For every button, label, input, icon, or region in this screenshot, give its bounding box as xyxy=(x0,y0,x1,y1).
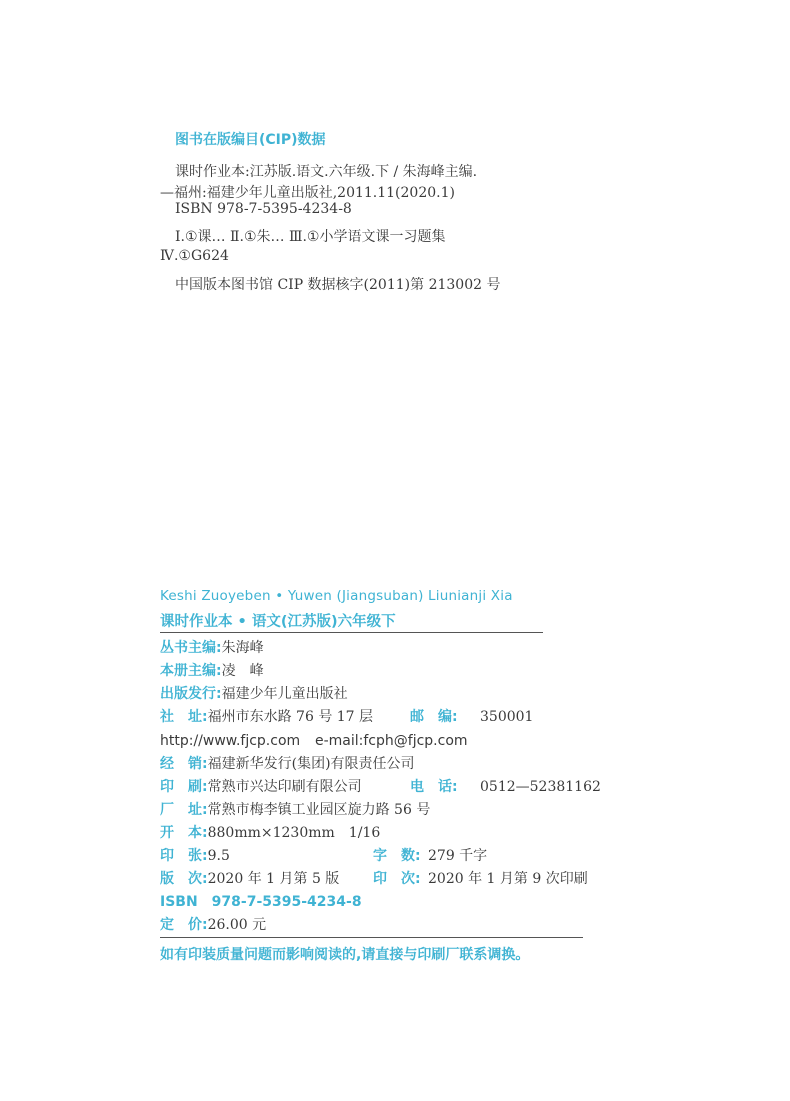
rule-top xyxy=(160,632,543,633)
factory-label: 厂 址: xyxy=(160,802,208,818)
row-printer xyxy=(160,777,601,797)
words-label: 字 数: xyxy=(373,848,421,864)
address-label: 社 址: xyxy=(160,709,208,725)
edition-label: 版 次: xyxy=(160,871,208,887)
cip-line-title: 课时作业本:江苏版.语文.六年级.下 / 朱海峰主编. xyxy=(175,164,478,180)
distributor-label: 经 销: xyxy=(160,756,208,772)
sheets-label: 印 张: xyxy=(160,848,208,864)
series-pinyin: Keshi Zuoyeben • Yuwen (Jiangsuban) Liunianji Xia xyxy=(160,588,513,604)
series-editor-label: 丛书主编: xyxy=(160,640,222,656)
rule-bottom xyxy=(160,937,583,938)
isbn: ISBN 978-7-5395-4234-8 xyxy=(160,894,362,910)
row-sheets xyxy=(160,846,590,866)
format: 880mm×1230mm 1/16 xyxy=(207,825,381,841)
row-price xyxy=(160,915,266,935)
words: 279 千字 xyxy=(428,848,488,864)
format-label: 开 本: xyxy=(160,825,208,841)
series-title: 课时作业本 • 语文(江苏版)六年级下 xyxy=(160,614,396,630)
factory: 常熟市梅李镇工业园区旋力路 56 号 xyxy=(207,802,431,818)
email-link[interactable]: e-mail:fcph@fjcp.com xyxy=(315,733,468,749)
distributor: 福建新华发行(集团)有限责任公司 xyxy=(207,756,415,772)
quality-notice: 如有印装质量问题而影响阅读的,请直接与印刷厂联系调换。 xyxy=(160,947,530,963)
series-editor: 朱海峰 xyxy=(221,640,264,656)
website-link[interactable]: http://www.fjcp.com xyxy=(160,733,301,749)
postcode-label: 邮 编: xyxy=(410,709,458,725)
row-publisher xyxy=(160,684,348,704)
phone-label: 电 话: xyxy=(410,779,458,795)
cip-line-record: 中国版本图书馆 CIP 数据核字(2011)第 213002 号 xyxy=(175,277,501,293)
printing: 2020 年 1 月第 9 次印刷 xyxy=(428,871,588,887)
printing-label: 印 次: xyxy=(373,871,421,887)
cip-heading: 图书在版编目(CIP)数据 xyxy=(175,132,326,148)
volume-editor-label: 本册主编: xyxy=(160,663,222,679)
row-volume-editor xyxy=(160,661,264,681)
price-label: 定 价: xyxy=(160,917,208,933)
row-series-editor xyxy=(160,638,264,658)
cip-line-classification-2: Ⅳ.①G624 xyxy=(160,248,229,264)
row-web xyxy=(160,731,590,751)
printer: 常熟市兴达印刷有限公司 xyxy=(207,779,362,795)
publisher-label: 出版发行: xyxy=(160,686,222,702)
cip-line-publisher: —福州:福建少年儿童出版社,2011.11(2020.1) xyxy=(160,185,455,201)
row-factory xyxy=(160,800,430,820)
row-format xyxy=(160,823,380,843)
cip-line-classification: Ⅰ.①课… Ⅱ.①朱… Ⅲ.①小学语文课一习题集 xyxy=(175,229,446,245)
publisher: 福建少年儿童出版社 xyxy=(221,686,348,702)
postcode: 350001 xyxy=(480,709,534,725)
volume-editor: 凌 峰 xyxy=(221,663,264,679)
printer-label: 印 刷: xyxy=(160,779,208,795)
row-address xyxy=(160,707,590,727)
phone: 0512—52381162 xyxy=(480,779,601,795)
row-distributor xyxy=(160,754,415,774)
edition: 2020 年 1 月第 5 版 xyxy=(207,871,340,887)
price: 26.00 元 xyxy=(207,917,267,933)
row-edition xyxy=(160,869,590,889)
address: 福州市东水路 76 号 17 层 xyxy=(207,709,374,725)
row-isbn xyxy=(160,892,362,912)
sheets: 9.5 xyxy=(207,848,230,864)
cip-line-isbn: ISBN 978-7-5395-4234-8 xyxy=(175,201,352,217)
